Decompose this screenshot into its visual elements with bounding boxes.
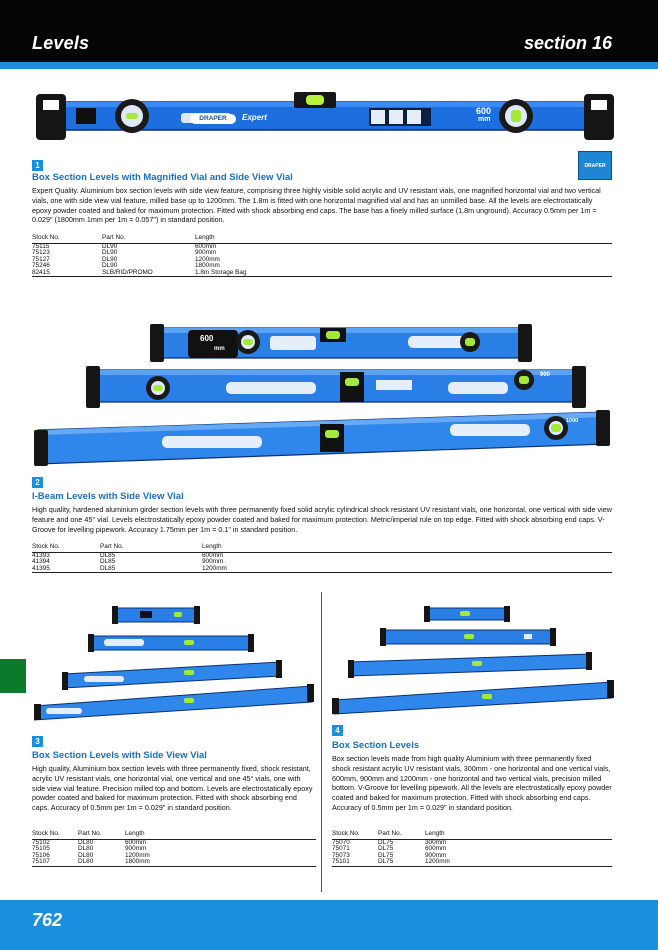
section-4-description: Box section levels made from high quality Aluminium with three permanently fixed shock resistant acrylic UV resistant vials, 300mm - one horizontal and one vertical vials, 600mm, 900mm and 1200mm - one horizontal and two vertical vials, precision milled bottom. V-Groove for levelling pipework. All the levels are electrostatically epoxy powder coated and baked for maximum protection. Fitted with shock absorbing end caps. Accuracy of 0.5mm per 1m = 0.029" in standard position. (332, 754, 612, 812)
table-row (32, 552, 612, 559)
cell-length: 600mm (202, 551, 224, 559)
col-part: Part No. (102, 234, 126, 241)
col-part: Part No. (378, 830, 402, 837)
cell-length: 600mm (195, 242, 217, 250)
cell-part: DL75 (378, 845, 394, 853)
i-beam-600-unit: mm (214, 346, 225, 352)
i-beam-600-label: 600 (200, 334, 214, 343)
section-2-table (32, 543, 612, 573)
table-row (32, 257, 612, 264)
box-level-dl80-set-image (34, 604, 316, 722)
cell-part: DL80 (78, 851, 94, 859)
cell-part: DL85 (100, 551, 116, 559)
cell-part: DL85 (100, 564, 116, 572)
col-length: Length (202, 543, 222, 550)
cell-part: DL80 (78, 858, 94, 866)
cell-length: 1200mm (195, 255, 220, 263)
col-part: Part No. (78, 830, 102, 837)
cell-length: 1200mm (202, 564, 227, 572)
cell-stock: 75246 (32, 262, 50, 270)
cell-stock: 75107 (32, 858, 50, 866)
table-row (32, 270, 612, 277)
cell-part: DL85 (100, 558, 116, 566)
cell-stock: 75127 (32, 255, 50, 263)
col-part: Part No. (100, 543, 124, 550)
table-row (332, 853, 612, 860)
col-stock: Stock No. (32, 830, 60, 837)
section-2-description: High quality, hardened aluminium girder section levels with three permanently fixed solid acrylic cylindrical shock resistant UV resistant vials, one horizontal, one vertical with side view feature and one 45° vial. Levels electrostatically epoxy powder coated and baked for maximum protection. Metric/imperial rule on top edge. Fitted with shock absorbing end caps. V-Groove for levelling pipework. Accuracy 1.75mm per 1m = 0.1" in standard position. (32, 505, 612, 534)
column-divider (321, 592, 322, 892)
cell-stock: 75106 (32, 851, 50, 859)
section-3-title: Box Section Levels with Side View Vial (32, 750, 207, 761)
cell-stock: 41395 (32, 564, 50, 572)
col-length: Length (195, 234, 215, 241)
col-stock: Stock No. (32, 543, 60, 550)
section-label: section 16 (523, 33, 612, 53)
page-title: Levels (32, 33, 90, 53)
cell-stock: 41394 (32, 558, 50, 566)
cell-part: DL90 (102, 262, 118, 270)
hero-range-label: Expert (242, 113, 267, 122)
cell-length: 1200mm (425, 858, 450, 866)
table-row (32, 846, 316, 853)
cell-length: 600mm (425, 845, 447, 853)
table-row (32, 839, 316, 846)
cell-length: 900mm (202, 558, 224, 566)
table-row (32, 243, 612, 250)
cell-part: DL90 (102, 255, 118, 263)
cell-stock: 75105 (32, 845, 50, 853)
table-row (32, 566, 612, 573)
section-1-description: Expert Quality. Aluminium box section levels with side view feature, comprising three highly visible solid acrylic and UV resistant vials, one magnified horizontal vial and two vertical vials, one with side view vial feature, milled base up to 1200mm. The 1.8m is fitted with one horizontal magnified vial and has an unmilled base. All the levels are electrostatically epoxy powder coated and baked for maximum protection. Fitted with shock absorbing end caps. The base has a finely milled surface (1.8m unground). Accuracy 0.5mm per 1m = 0.029" (1800mm 1mm per 1m = 0.057") in standard position. (32, 186, 601, 225)
cell-part: DL75 (378, 851, 394, 859)
cell-length: 1200mm (125, 851, 150, 859)
cell-stock: 41393 (32, 551, 50, 559)
i-beam-level-600-image (150, 322, 532, 364)
i-beam-level-1200-image (34, 408, 610, 470)
draper-brand-badge (578, 151, 612, 180)
i-beam-900-label: 900 (540, 372, 551, 378)
cell-length: 900mm (125, 845, 147, 853)
cell-length: 600mm (125, 838, 147, 846)
section-1-title: Box Section Levels with Magnified Vial and Side View Vial (32, 172, 293, 183)
hero-unit-label: mm (478, 116, 491, 123)
table-header (32, 830, 316, 839)
table-row (332, 846, 612, 853)
i-beam-1200-label: 1000 (566, 418, 579, 424)
cell-stock: 75070 (332, 838, 350, 846)
cell-length: 900mm (195, 249, 217, 257)
section-3-description: High quality, Aluminium box section levels with three permanently fixed, shock resistant, acrylic UV resistant vials, one horizontal vial, one vertical and one 45° vials, one with side view vial feature. Precision milled top and bottom. Levels are electrostatically epoxy powder coated and baked for maximum protection. Fitted with shock absorbing end caps. Accuracy of 0.5mm per 1m = 0.029" in standard position. (32, 764, 313, 813)
table-header (332, 830, 612, 839)
cell-part: DL80 (78, 838, 94, 846)
section-3-table (32, 830, 316, 867)
table-header (32, 543, 612, 552)
col-length: Length (125, 830, 145, 837)
section-2-title: I-Beam Levels with Side View Vial (32, 491, 184, 502)
section-1-number: 1 (32, 160, 43, 171)
section-1-table (32, 234, 612, 277)
cell-part: DL90 (102, 249, 118, 257)
cell-stock: 75115 (32, 242, 50, 250)
page-header (0, 0, 658, 62)
hero-brand-label: DRAPER (190, 114, 236, 124)
section-3-number: 3 (32, 736, 43, 747)
table-row (32, 250, 612, 257)
col-stock: Stock No. (332, 830, 360, 837)
table-row (32, 559, 612, 566)
section-4-table (332, 830, 612, 867)
col-length: Length (425, 830, 445, 837)
cell-length: 900mm (425, 851, 447, 859)
i-beam-level-900-image (86, 364, 586, 410)
section-tab (0, 659, 26, 693)
page-number: 762 (32, 910, 63, 930)
section-4-number: 4 (332, 725, 343, 736)
cell-stock: 75073 (332, 851, 350, 859)
cell-stock: 75123 (32, 249, 50, 257)
cell-part: DL75 (378, 838, 394, 846)
cell-stock: 75071 (332, 845, 350, 853)
table-row (332, 859, 612, 866)
expert-level-image (36, 86, 614, 146)
section-2-number: 2 (32, 477, 43, 488)
page-footer (0, 900, 658, 950)
cell-stock: 75101 (332, 858, 350, 866)
table-row (32, 853, 316, 860)
cell-part: DL80 (78, 845, 94, 853)
table-header (32, 234, 612, 243)
cell-length: 300mm (425, 838, 447, 846)
cell-length: 1.8m Storage Bag (195, 268, 247, 276)
cell-length: 1800mm (195, 262, 220, 270)
cell-length: 1800mm (125, 858, 150, 866)
cell-stock: 75102 (32, 838, 50, 846)
badge-text: DRAPER (584, 163, 606, 169)
table-row (332, 839, 612, 846)
col-stock: Stock No. (32, 234, 60, 241)
cell-part: DL90 (102, 242, 118, 250)
header-stripe (0, 62, 658, 69)
cell-part: SLB/RID/PROMO (102, 268, 153, 276)
box-level-dl75-set-image (332, 604, 616, 720)
cell-part: DL75 (378, 858, 394, 866)
table-row (32, 859, 316, 866)
hero-length-label: 600 (476, 106, 492, 116)
cell-stock: 82415 (32, 268, 50, 276)
section-4-title: Box Section Levels (332, 740, 420, 751)
